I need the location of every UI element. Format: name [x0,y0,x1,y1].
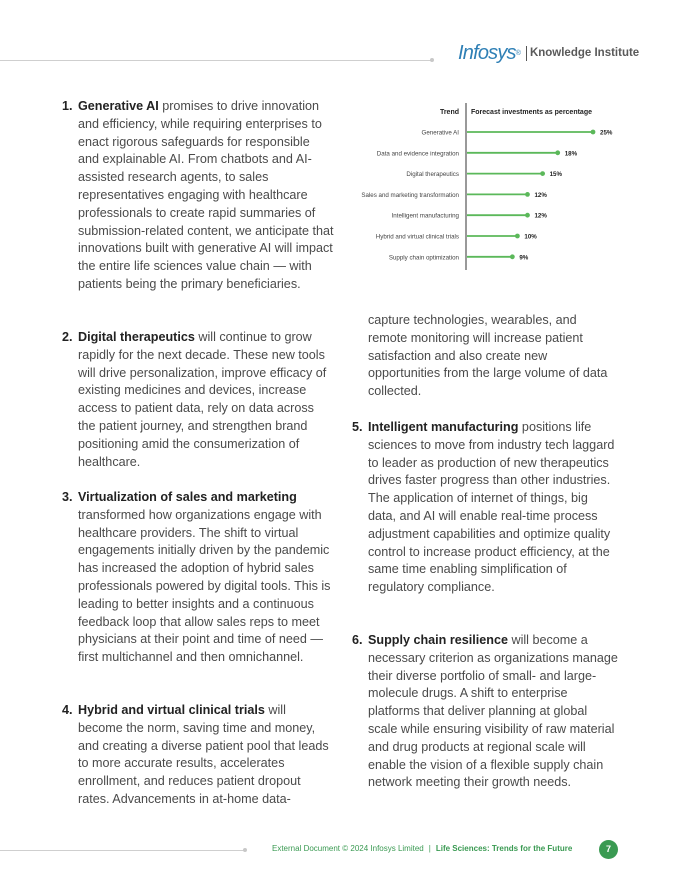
chart-category-label: Hybrid and virtual clinical trials [375,233,459,241]
footer-rule [0,850,244,851]
chart-bar-endpoint [510,254,515,259]
infosys-logo [458,40,639,66]
item-title: Digital therapeutics [78,330,195,344]
chart-bar-endpoint [555,150,560,155]
item-text: will become the norm, saving time and money, and creating a diverse patient pool that leads to more accurate results, accelerates enrollment, and reduces patient dropout rates. Advancements in at-home data- [78,703,329,806]
item-number: 3. [62,490,73,504]
chart-bar-endpoint [525,213,530,218]
item-title: Generative AI [78,99,159,113]
chart-value-label: 18% [564,150,578,158]
chart-bar-endpoint [525,192,530,197]
chart-value-label: 15% [549,171,562,179]
chart-bar-endpoint [591,130,596,135]
item-number: 6. [352,633,363,647]
list-item-supply-chain [352,632,618,792]
item-text: will continue to grow rapidly for the next decade. These new tools will drive personalization, improve efficacy of existing medicines and devices, increase access to patient data, rely on data across the patient journey, and strengthen brand positioning amid the consumerization of healthcare. [78,330,327,469]
chart-category-label: Supply chain optimization [388,254,459,262]
chart-bar-endpoint [540,171,545,176]
item-number: 2. [62,330,73,344]
footer-rule-dot [243,848,247,852]
investment-forecast-chart [345,100,625,275]
item-number: 1. [62,99,73,113]
item-number: 5. [352,420,363,434]
header-rule-dot [430,58,434,62]
chart-category-label: Digital therapeutics [406,171,459,179]
chart-bar-endpoint [515,234,520,239]
item-text: transformed how organizations engage with healthcare providers. The shift to virtual engagements initially driven by the pandemic has increased the adoption of hybrid sales professionals powered by digital tools. This is leading to better insights and a continuous feedback loop that allow sales reps to meet physicians at their point and time of need — first multichannel and then omnichannel. [78,507,331,665]
item-title: Hybrid and virtual clinical trials [78,703,265,717]
logo-registered-mark: ® [515,49,521,57]
list-item-intelligent-manufacturing [352,419,618,597]
list-item-digital-therapeutics [62,329,334,471]
list-item-clinical-trials-continued [368,312,618,401]
list-item-sales-marketing [62,489,334,667]
chart-value-label: 25% [600,129,613,137]
item-title: Intelligent manufacturing [368,420,519,434]
knowledge-institute-label: Knowledge Institute [529,47,640,59]
chart-value-label: 12% [534,212,547,220]
chart-value-label: 10% [524,233,537,241]
chart-category-label: Data and evidence integration [376,150,459,158]
page-number-badge: 7 [599,840,618,859]
footer-copyright: External Document © 2024 Infosys Limited [272,844,424,853]
header-rule [0,60,432,61]
chart-header-trend: Trend [439,109,459,116]
logo-wordmark: Infosys [458,41,516,64]
footer-report-title: Life Sciences: Trends for the Future [435,844,573,853]
chart-value-label: 12% [534,191,547,199]
item-title: Supply chain resilience [368,633,508,647]
list-item-generative-ai [62,98,334,294]
item-text: will become a necessary criterion as organizations manage their diverse portfolio of small- and large-molecule drugs. A shift to enterprise platforms that deliver planning at global scale while ensuring visibility of raw material and drug products at regional scale will enable the vision of a flexible supply chain network meeting their growth needs. [368,633,618,790]
chart-category-label: Sales and marketing transformation [361,191,459,199]
item-title: Virtualization of sales and marketing [78,490,297,504]
item-text: promises to drive innovation and efficiency, while requiring enterprises to enact rigorous safeguards for responsible and explainable AI. From chatbots and AI-assisted research agents, to sales representatives engaging with healthcare professionals to create rapid summaries of submission-related content, we anticipate that innovations built with generative AI will impact the entire life sciences value chain — with patients being the primary beneficiaries. [78,99,334,291]
list-item-clinical-trials [62,702,334,809]
chart-category-label: Intelligent manufacturing [391,212,459,220]
item-number: 4. [62,703,73,717]
item-text: positions life sciences to move from industry tech laggard to leader as production of new therapeutics drives faster progress than other industries. The application of internet of things, big data, and AI will enable real-time process adjustment capabilities and optimize quality control to increase product efficiency, at the same time enabling simplification of regulatory compliance. [368,420,615,595]
footer-text [272,844,572,853]
chart-value-label: 9% [519,254,529,262]
footer-separator: | [428,844,431,853]
chart-category-label: Generative AI [421,129,459,137]
chart-header-forecast: Forecast investments as percentage [471,109,592,116]
logo-separator [526,46,527,61]
item-text-continued: capture technologies, wearables, and remote monitoring will increase patient satisfaction and also create new opportunities from the large volume of data collected. [368,313,608,399]
